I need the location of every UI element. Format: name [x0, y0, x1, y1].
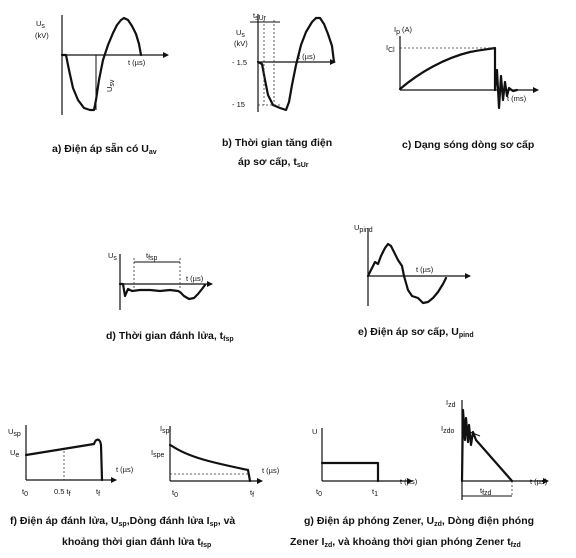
panel-d-caption: d) Thời gian đánh lửa, tfsp: [106, 330, 234, 343]
panel-a-y-label: Us: [36, 19, 45, 30]
panel-b-top-label: tsUr: [253, 11, 266, 22]
panel-c-level-label: ICl: [386, 43, 395, 54]
caption-f-line2: khoảng thời gian đánh lửa tfsp: [62, 536, 212, 549]
panel-b-tick-1: - 1.5: [232, 58, 248, 67]
panel-g2-waveform: [462, 410, 512, 481]
caption-f-line1: f) Điện áp đánh lửa, Usp,Dòng đánh lửa Isp, và: [10, 515, 236, 528]
panel-b-tick-2: - 15: [232, 100, 245, 109]
panel-a-u-label: Usv: [105, 79, 116, 92]
panel-e-caption: e) Điện áp sơ cấp, Upind: [358, 326, 474, 339]
panel-g1-waveform: [322, 463, 378, 481]
panel-b-x-label: t (µs): [298, 52, 316, 61]
panel-b-caption-line1: b) Thời gian tăng điện: [222, 137, 333, 149]
panel-f2-waveform: [170, 445, 250, 481]
panel-e-waveform: [368, 244, 446, 303]
panel-b-caption-line2: áp sơ cấp, tsUr: [238, 156, 309, 169]
panel-d: [106, 251, 234, 343]
panel-g1: [312, 427, 418, 498]
panel-g2-span-label: tfzd: [480, 486, 492, 497]
panel-g1-x-label: t (µs): [400, 477, 418, 486]
panel-a-y-unit: (kV): [35, 31, 49, 40]
caption-g-line1: g) Điện áp phóng Zener, Uzd, Dòng điện phóng: [304, 515, 535, 528]
panel-f2-level-label: Ispe: [151, 448, 165, 459]
panel-e-y-label: Upind: [354, 223, 373, 234]
caption-g-line2: Zener Izd, và khoảng thời gian phóng Zener tfzd: [290, 536, 521, 549]
panel-g2-y-label: Izd: [446, 398, 456, 409]
panel-f2: [151, 424, 280, 499]
panel-c: [386, 25, 538, 151]
panel-e-x-label: t (µs): [416, 265, 434, 274]
panel-f2-y-label: Isp: [160, 424, 170, 435]
panel-c-caption: c) Dạng sóng dòng sơ cấp: [402, 139, 535, 151]
panel-b-waveform: [258, 18, 334, 110]
panel-c-x-label: t (ms): [507, 94, 527, 103]
panel-g1-t0: t0: [316, 487, 322, 498]
panel-f2-x-label: t (µs): [262, 466, 280, 475]
panel-f1-t0: t0: [22, 487, 28, 498]
panel-a: [35, 15, 168, 156]
panel-f1-x-label: t (µs): [116, 465, 134, 474]
panel-f1-mid: 0.5 tf: [54, 487, 71, 498]
panel-f1-tf: tf: [96, 487, 101, 498]
panel-d-waveform: [120, 284, 205, 299]
panel-e: [354, 223, 474, 339]
panel-d-x-label: t (µs): [186, 274, 204, 283]
panel-b-y-unit: (kV): [234, 39, 248, 48]
panel-g2: [441, 398, 548, 500]
panel-b: [222, 11, 335, 169]
panel-g2-x-label: t (µs): [530, 477, 548, 486]
panel-f1-y-label: Usp: [8, 427, 21, 438]
panel-f2-tf: tf: [250, 488, 255, 499]
panel-d-span-label: tfsp: [146, 251, 158, 262]
panel-g2-level-label: Izdo: [441, 424, 455, 435]
panel-g1-y-label: U: [312, 427, 318, 436]
panel-c-y-label: Ip (A): [394, 25, 412, 36]
panel-g1-t1: t1: [372, 487, 378, 498]
panel-f1: [8, 425, 134, 498]
panel-f1-level-label: Ue: [10, 448, 20, 459]
panel-a-x-label: t (µs): [128, 58, 146, 67]
panel-f2-t0: t0: [172, 488, 178, 499]
panel-c-waveform: [400, 48, 495, 90]
panel-b-y-label: Us: [236, 28, 245, 39]
panel-a-caption: a) Điện áp sẵn có Uav: [52, 143, 157, 156]
panel-d-y-label: Us: [108, 251, 117, 262]
